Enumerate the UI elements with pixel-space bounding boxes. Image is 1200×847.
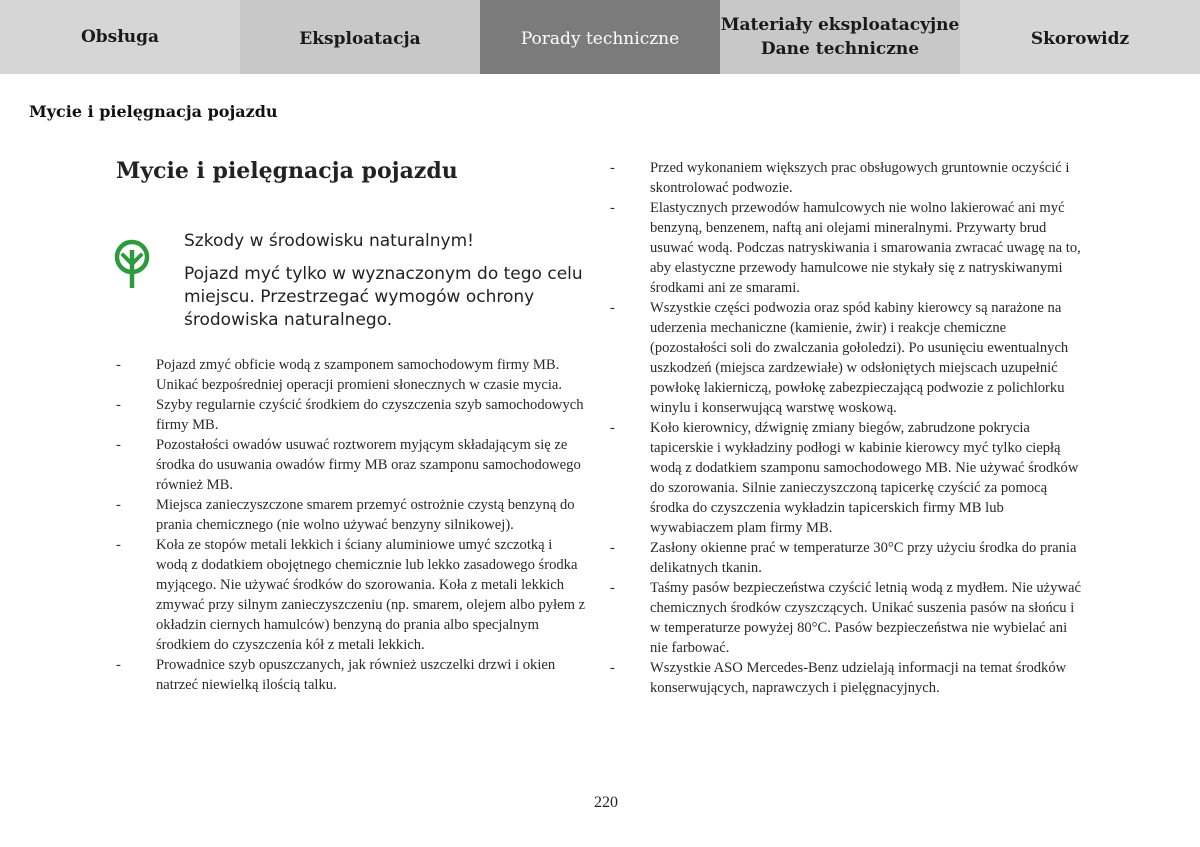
list-item-text: Koło kierownicy, dźwignię zmiany biegów, zabrudzone pokrycia tapicerskie i wykładziny podłogi w kabinie kierowcy myć tylko ciepłą wodą z dodatkiem szamponu samochodowego MB. Nie używać środków do szorowania. Silnie zanieczyszczoną tapicerkę czyścić za pomocą środka do czyszczenia wykładzin tapicerskich firmy MB lub wywabiaczem plam firmy MB. (650, 420, 1079, 536)
bullet-dash: - (610, 160, 615, 176)
list-item (610, 198, 1085, 298)
bullet-dash: - (610, 580, 615, 596)
tab-label: Skorowidz (1030, 29, 1130, 49)
list-item (116, 535, 586, 655)
tab-materialy-eksploatacyjne[interactable] (720, 0, 960, 74)
tab-label: Eksploatacja (299, 29, 421, 49)
tab-eksploatacja[interactable] (240, 0, 480, 74)
list-item (610, 298, 1085, 418)
list-item-text: Wszystkie ASO Mercedes-Benz udzielają informacji na temat środków konserwujących, naprawczych i pielęgnacyjnych. (650, 660, 1067, 696)
bullet-dash: - (610, 420, 615, 436)
list-item (116, 495, 586, 535)
bullet-dash: - (610, 540, 615, 556)
bullet-dash: - (610, 300, 615, 316)
section-title: Mycie i pielęgnacja pojazdu (29, 102, 278, 121)
list-item-text: Koła ze stopów metali lekkich i ściany aluminiowe umyć szczotką i wodą z dodatkiem obojętnego chemicznie lub lekko zasadowego środka myjącego. Nie używać środków do szorowania. Koła z metali lekkich zmywać przy silnym zanieczyszczeniu (np. smarem, olejem albo pyłem z okładzin ciernych hamulców) benzyną do prania albo specjalnym środkiem do czyszczenia kół z metali lekkich. (156, 537, 586, 653)
care-list-right (610, 158, 1085, 698)
bullet-dash: - (610, 660, 615, 676)
list-item-text: Przed wykonaniem większych prac obsługowych gruntownie oczyścić i skontrolować podwozie. (650, 160, 1070, 196)
list-item (610, 578, 1085, 658)
tab-label-line2: Dane techniczne (760, 39, 920, 59)
tab-skorowidz[interactable] (960, 0, 1200, 74)
care-list-left (116, 355, 586, 695)
bullet-dash: - (116, 537, 121, 553)
bullet-dash: - (610, 200, 615, 216)
top-navigation (0, 0, 1200, 74)
list-item (116, 655, 586, 695)
list-item-text: Wszystkie części podwozia oraz spód kabiny kierowcy są narażone na uderzenia mechaniczne (kamienie, żwir) i reakcje chemiczne (pozostałości soli do zwalczania gołoledzi). Po usunięciu ewentualnych uszkodzeń (miejsca zardzewiałe) w odsłoniętych miejscach uzupełnić powłokę lakierniczą, powłokę zabezpieczającą podwozie z polichlorku winylu i konserwującą warstwę woskową. (650, 300, 1069, 416)
list-item (116, 355, 586, 395)
tab-label-line1: Materiały eksploatacyjne (720, 15, 960, 35)
eco-warning-body: Pojazd myć tylko w wyznaczonym do tego celu miejscu. Przestrzegać wymogów ochrony środowiska naturalnego. (184, 264, 583, 330)
list-item (116, 435, 586, 495)
tree-leaf-icon (112, 238, 152, 290)
list-item (116, 395, 586, 435)
eco-warning-heading: Szkody w środowisku naturalnym! (184, 231, 474, 251)
bullet-dash: - (116, 437, 121, 453)
list-item-text: Elastycznych przewodów hamulcowych nie wolno lakierować ani myć benzyną, benzenem, naftą ani olejami mineralnymi. Przywarty brud usuwać wodą. Podczas natryskiwania i smarowania zwracać uwagę na to, aby elastyczne przewody hamulcowe nie stykały się z natryskiwanymi środkami ani ze smarami. (650, 200, 1081, 296)
tab-porady-techniczne[interactable] (480, 0, 720, 74)
tab-label: Porady techniczne (520, 29, 680, 49)
list-item-text: Prowadnice szyb opuszczanych, jak również uszczelki drzwi i okien natrzeć niewielką ilością talku. (156, 657, 556, 693)
tab-obsluga[interactable] (0, 0, 240, 74)
list-item-text: Szyby regularnie czyścić środkiem do czyszczenia szyb samochodowych firmy MB. (156, 397, 584, 433)
bullet-dash: - (116, 497, 121, 513)
list-item-text: Pojazd zmyć obficie wodą z szamponem samochodowym firmy MB. Unikać bezpośredniej operacji promieni słonecznych w czasie mycia. (156, 357, 563, 393)
page-number: 220 (594, 794, 618, 811)
list-item-text: Pozostałości owadów usuwać roztworem myjącym składającym się ze środka do usuwania owadów firmy MB oraz szamponu samochodowego również MB. (156, 437, 581, 493)
list-item (610, 538, 1085, 578)
bullet-dash: - (116, 397, 121, 413)
tab-label: Obsługa (80, 27, 160, 47)
list-item-text: Zasłony okienne prać w temperaturze 30°C przy użyciu środka do prania delikatnych tkanin. (650, 540, 1077, 576)
list-item (610, 158, 1085, 198)
bullet-dash: - (116, 657, 121, 673)
list-item-text: Taśmy pasów bezpieczeństwa czyścić letnią wodą z mydłem. Nie używać chemicznych środków czyszczących. Unikać suszenia pasów na słońcu i w temperaturze powyżej 80°C. Pasów bezpieczeństwa nie wybielać ani nie farbować. (650, 580, 1081, 656)
list-item (610, 658, 1085, 698)
list-item-text: Miejsca zanieczyszczone smarem przemyć ostrożnie czystą benzyną do prania chemicznego (nie wolno używać benzyny silnikowej). (156, 497, 575, 533)
bullet-dash: - (116, 357, 121, 373)
list-item (610, 418, 1085, 538)
document-title: Mycie i pielęgnacja pojazdu (116, 158, 458, 184)
